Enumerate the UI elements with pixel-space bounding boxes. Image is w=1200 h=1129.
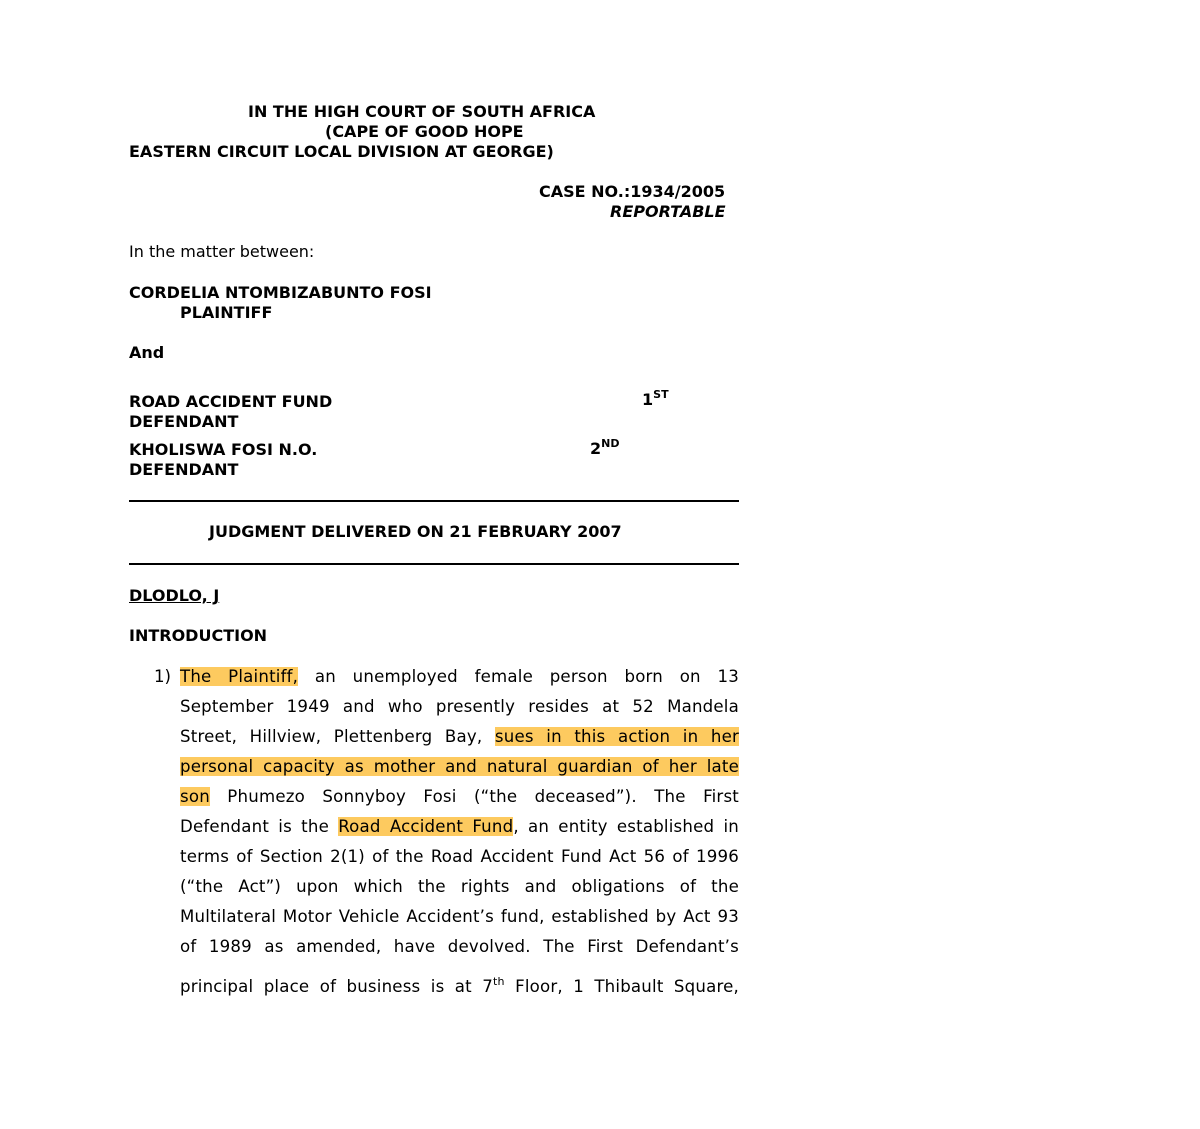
highlight: personal capacity as mother and natural guardian of her late	[180, 757, 739, 776]
judgment-title: JUDGMENT DELIVERED ON 21 FEBRUARY 2007	[209, 522, 622, 541]
paragraph-line: principal place of business is at 7th Floor, 1 Thibault Square,	[180, 975, 739, 996]
plaintiff-role: PLAINTIFF	[180, 303, 273, 322]
paragraph-line: September 1949 and who presently resides at 52 Mandela	[180, 697, 739, 716]
defendant2-role: DEFENDANT	[129, 460, 239, 479]
judge-name: DLODLO, J	[129, 586, 220, 605]
paragraph-line: Street, Hillview, Plettenberg Bay, sues in this action in her	[180, 727, 739, 746]
paragraph-number: 1)	[154, 667, 172, 686]
highlight: The Plaintiff,	[180, 667, 299, 686]
highlight: son	[180, 787, 210, 806]
case-number: CASE NO.:1934/2005	[539, 182, 726, 201]
paragraph-line: terms of Section 2(1) of the Road Accident Fund Act 56 of 1996	[180, 847, 739, 866]
reportable-label: REPORTABLE	[610, 202, 726, 221]
divider-top	[129, 500, 739, 502]
defendant1-name: ROAD ACCIDENT FUND	[129, 392, 333, 411]
matter-intro: In the matter between:	[129, 242, 315, 261]
court-line-3: EASTERN CIRCUIT LOCAL DIVISION AT GEORGE)	[129, 142, 554, 161]
paragraph-line: Multilateral Motor Vehicle Accident’s fund, established by Act 93	[180, 907, 739, 926]
defendant1-role: DEFENDANT	[129, 412, 239, 431]
highlight: Road Accident Fund	[338, 817, 514, 836]
defendant1-ordinal: 1ST	[642, 388, 669, 409]
section-heading: INTRODUCTION	[129, 626, 268, 645]
paragraph-line: son Phumezo Sonnyboy Fosi (“the deceased”). The First	[180, 787, 739, 806]
defendant2-ordinal: 2ND	[590, 437, 620, 458]
paragraph-line: The Plaintiff, an unemployed female person born on 13	[180, 667, 739, 686]
paragraph-line	[180, 752, 739, 782]
divider-bottom	[129, 563, 739, 565]
plaintiff-name: CORDELIA NTOMBIZABUNTO FOSI	[129, 283, 432, 302]
court-line-2: (CAPE OF GOOD HOPE	[325, 122, 524, 141]
court-line-1: IN THE HIGH COURT OF SOUTH AFRICA	[248, 102, 596, 121]
defendant2-name: KHOLISWA FOSI N.O.	[129, 440, 318, 459]
paragraph-line: of 1989 as amended, have devolved. The First Defendant’s	[180, 937, 739, 956]
paragraph-line: Defendant is the Road Accident Fund, an entity established in	[180, 817, 739, 836]
and-label: And	[129, 343, 165, 362]
paragraph-line: (“the Act”) upon which the rights and obligations of the	[180, 877, 739, 896]
paragraph-1	[180, 662, 739, 1004]
highlight: sues in this action in her	[494, 727, 739, 746]
